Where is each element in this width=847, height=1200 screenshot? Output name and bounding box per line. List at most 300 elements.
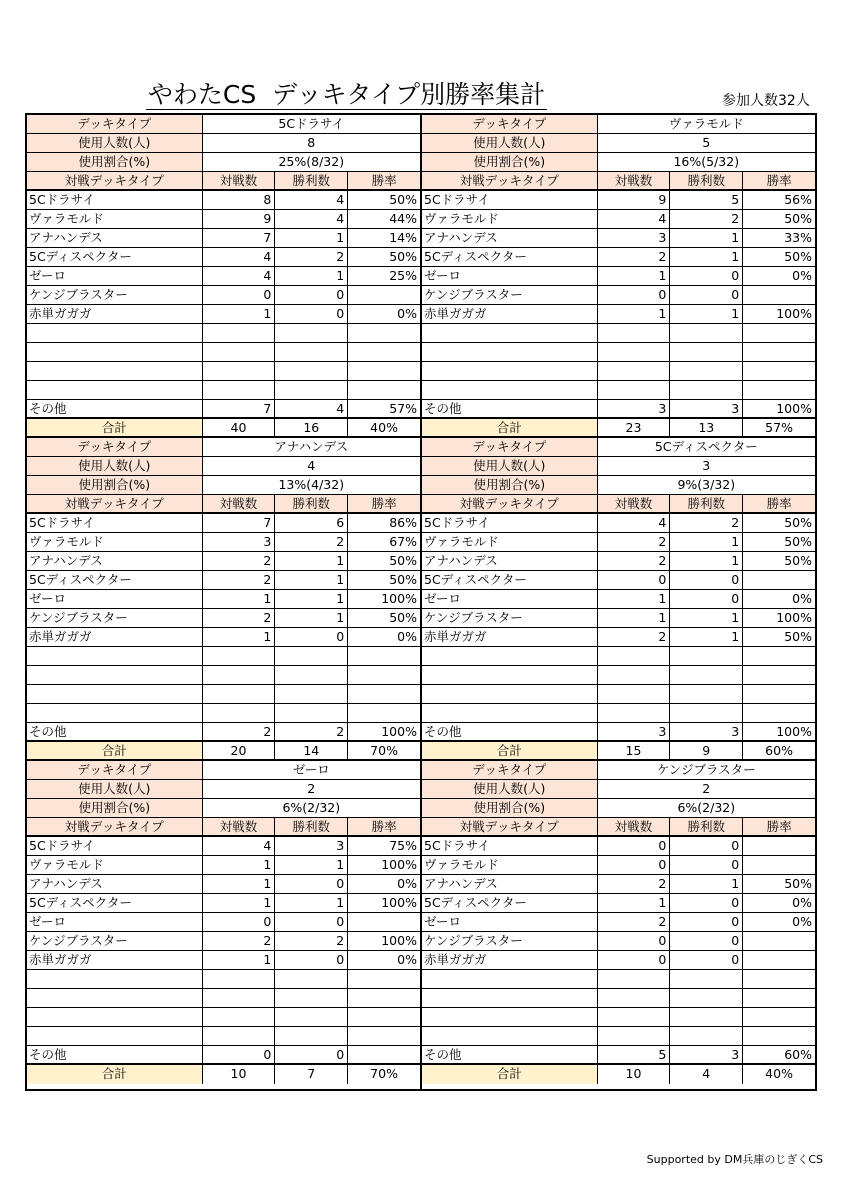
wins-cell	[275, 647, 348, 665]
table-row	[27, 343, 420, 362]
wins-cell: 0	[275, 305, 348, 323]
wins-cell: 0	[275, 875, 348, 893]
matches-cell: 1	[203, 628, 276, 646]
opponent-cell: 5Cディスペクター	[27, 894, 203, 912]
total-row	[422, 1065, 815, 1084]
users-label: 使用人数(人)	[27, 780, 203, 798]
total-wins: 13	[670, 419, 743, 436]
table-row	[27, 723, 420, 742]
wins-header: 勝利数	[275, 495, 348, 512]
usage-value: 6%(2/32)	[282, 800, 341, 815]
table-row	[422, 628, 815, 647]
opponent-cell	[27, 324, 203, 342]
users-row	[422, 457, 815, 476]
rate-cell: 57%	[389, 401, 417, 416]
deck-type-label: デッキタイプ	[422, 438, 598, 456]
wins-cell: 1	[670, 609, 743, 627]
opponent-cell: 5Cディスペクター	[422, 248, 598, 266]
matches-cell: 2	[203, 571, 276, 589]
column-header-row	[27, 495, 420, 514]
usage-label: 使用割合(%)	[27, 476, 203, 494]
rate-cell: 50%	[784, 534, 812, 549]
matches-cell	[598, 970, 671, 988]
wins-header: 勝利数	[275, 818, 348, 835]
matches-cell: 1	[203, 590, 276, 608]
wins-cell: 1	[275, 571, 348, 589]
matches-cell: 1	[598, 894, 671, 912]
opponent-header: 対戦デッキタイプ	[27, 172, 203, 189]
matches-cell: 0	[598, 571, 671, 589]
total-wins: 4	[670, 1065, 743, 1084]
opponent-cell: アナハンデス	[27, 552, 203, 570]
wins-cell: 2	[670, 210, 743, 228]
opponent-cell: ケンジブラスター	[27, 286, 203, 304]
column-header-row	[422, 495, 815, 514]
matches-cell: 2	[598, 248, 671, 266]
opponent-cell: 赤単ガガガ	[27, 628, 203, 646]
table-row	[27, 381, 420, 400]
opponent-cell: 赤単ガガガ	[422, 305, 598, 323]
usage-label: 使用割合(%)	[27, 153, 203, 171]
wins-cell: 0	[670, 856, 743, 874]
deck-section	[27, 115, 420, 438]
wins-cell	[670, 324, 743, 342]
wins-header: 勝利数	[670, 172, 743, 189]
users-value: 4	[307, 458, 316, 473]
rate-cell	[743, 343, 815, 361]
opponent-cell: 5Cドラサイ	[422, 191, 598, 209]
rate-cell: 67%	[389, 534, 417, 549]
table-row	[422, 362, 815, 381]
users-label: 使用人数(人)	[422, 457, 598, 475]
wins-cell: 4	[275, 191, 348, 209]
total-matches: 20	[203, 742, 276, 759]
rate-cell	[348, 704, 420, 722]
opponent-cell	[422, 704, 598, 722]
opponent-cell: 5Cドラサイ	[27, 514, 203, 532]
matches-cell: 5	[598, 1046, 671, 1063]
table-row	[422, 1027, 815, 1046]
table-row	[27, 552, 420, 571]
opponent-cell: ヴァラモルド	[422, 856, 598, 874]
table-row	[422, 267, 815, 286]
total-matches: 15	[598, 742, 671, 759]
table-row	[27, 229, 420, 248]
matches-cell: 3	[598, 723, 671, 740]
matches-cell	[598, 989, 671, 1007]
wins-cell: 1	[670, 229, 743, 247]
rate-cell	[348, 685, 420, 703]
opponent-cell	[422, 1027, 598, 1045]
opponent-cell	[27, 1027, 203, 1045]
users-value: 3	[702, 458, 711, 473]
rate-cell	[743, 856, 815, 874]
wins-cell	[275, 381, 348, 399]
rate-cell	[743, 324, 815, 342]
rate-cell: 50%	[389, 192, 417, 207]
total-label: 合計	[27, 742, 203, 759]
rate-cell: 0%	[792, 591, 812, 606]
matches-header: 対戦数	[203, 818, 276, 835]
rate-cell: 100%	[381, 724, 417, 739]
deck-type-label: デッキタイプ	[27, 761, 203, 779]
table-row	[422, 381, 815, 400]
matches-cell	[598, 381, 671, 399]
matches-cell: 3	[203, 533, 276, 551]
deck-section	[27, 438, 420, 761]
wins-cell: 0	[275, 1046, 348, 1063]
opponent-cell: ヴァラモルド	[422, 533, 598, 551]
wins-cell: 2	[275, 932, 348, 950]
wins-cell	[275, 989, 348, 1007]
rate-cell	[743, 1027, 815, 1045]
deck-type-row	[422, 115, 815, 134]
table-row	[27, 932, 420, 951]
rate-header: 勝率	[743, 818, 815, 835]
table-row	[27, 267, 420, 286]
table-row	[27, 970, 420, 989]
opponent-cell: ヴァラモルド	[422, 210, 598, 228]
wins-cell: 0	[670, 894, 743, 912]
deck-type-row	[27, 761, 420, 780]
rate-cell	[348, 343, 420, 361]
table-row	[27, 286, 420, 305]
table-row	[422, 932, 815, 951]
usage-label: 使用割合(%)	[422, 476, 598, 494]
matches-header: 対戦数	[203, 495, 276, 512]
deck-section	[27, 761, 420, 1084]
total-row	[27, 419, 420, 438]
opponent-cell: 5Cディスペクター	[27, 248, 203, 266]
table-row	[422, 248, 815, 267]
table-row	[27, 533, 420, 552]
wins-cell: 1	[275, 856, 348, 874]
opponent-header: 対戦デッキタイプ	[27, 818, 203, 835]
matches-cell	[203, 324, 276, 342]
rate-cell	[348, 362, 420, 380]
deck-type-label: デッキタイプ	[27, 115, 203, 133]
wins-cell: 0	[275, 913, 348, 931]
wins-cell: 0	[670, 932, 743, 950]
matches-cell: 1	[203, 856, 276, 874]
opponent-cell	[422, 1008, 598, 1026]
opponent-cell: その他	[27, 400, 203, 417]
total-rate: 70%	[370, 1066, 398, 1081]
page-title-text: やわたCS デッキタイプ別勝率集計	[147, 80, 546, 109]
usage-value: 16%(5/32)	[673, 154, 740, 169]
usage-value: 13%(4/32)	[278, 477, 345, 492]
opponent-cell: アナハンデス	[27, 229, 203, 247]
matches-cell: 7	[203, 229, 276, 247]
table-row	[27, 951, 420, 970]
opponent-cell: アナハンデス	[422, 229, 598, 247]
matches-cell: 1	[598, 305, 671, 323]
users-label: 使用人数(人)	[422, 780, 598, 798]
table-row	[422, 514, 815, 533]
opponent-cell: ゼーロ	[422, 913, 598, 931]
table-row	[27, 248, 420, 267]
users-value: 2	[702, 781, 711, 796]
wins-cell	[275, 666, 348, 684]
wins-header: 勝利数	[275, 172, 348, 189]
table-row	[422, 324, 815, 343]
rate-header: 勝率	[743, 495, 815, 512]
table-row	[422, 894, 815, 913]
opponent-cell: 5Cドラサイ	[27, 837, 203, 855]
matches-cell: 1	[598, 609, 671, 627]
rate-cell	[743, 704, 815, 722]
wins-cell: 1	[275, 552, 348, 570]
column-header-row	[422, 818, 815, 837]
table-row	[27, 609, 420, 628]
matches-cell	[598, 324, 671, 342]
opponent-cell	[27, 647, 203, 665]
deck-type-row	[27, 115, 420, 134]
matches-cell	[203, 666, 276, 684]
matches-cell: 9	[598, 191, 671, 209]
matches-cell	[598, 1008, 671, 1026]
wins-cell	[670, 970, 743, 988]
matches-cell: 2	[203, 932, 276, 950]
rate-cell: 50%	[389, 249, 417, 264]
users-value: 2	[307, 781, 316, 796]
opponent-cell	[27, 970, 203, 988]
table-row	[27, 1008, 420, 1027]
table-row	[422, 685, 815, 704]
deck-section	[422, 115, 815, 438]
matches-cell: 1	[598, 590, 671, 608]
rate-cell	[743, 1008, 815, 1026]
matches-cell: 1	[203, 894, 276, 912]
matches-cell: 0	[598, 286, 671, 304]
rate-cell	[743, 571, 815, 589]
deck-type-row	[422, 761, 815, 780]
wins-cell	[670, 381, 743, 399]
table-row	[422, 875, 815, 894]
table-row	[422, 704, 815, 723]
rate-header: 勝率	[348, 818, 420, 835]
matches-cell	[203, 343, 276, 361]
deck-type-label: デッキタイプ	[422, 115, 598, 133]
rate-cell: 0%	[792, 895, 812, 910]
table-row	[27, 1046, 420, 1065]
matches-cell	[203, 381, 276, 399]
table-row	[27, 913, 420, 932]
wins-cell	[275, 324, 348, 342]
wins-cell: 0	[670, 913, 743, 931]
matches-cell: 4	[203, 248, 276, 266]
usage-label: 使用割合(%)	[422, 799, 598, 817]
wins-cell: 0	[670, 837, 743, 855]
rate-cell: 50%	[784, 876, 812, 891]
table-row	[27, 666, 420, 685]
matches-cell: 9	[203, 210, 276, 228]
wins-cell: 3	[670, 723, 743, 740]
matches-cell: 1	[203, 951, 276, 969]
rate-cell	[743, 286, 815, 304]
opponent-cell	[27, 1008, 203, 1026]
wins-cell: 0	[275, 286, 348, 304]
opponent-cell: その他	[422, 400, 598, 417]
total-rate: 40%	[370, 420, 398, 435]
wins-cell	[275, 970, 348, 988]
table-row	[27, 324, 420, 343]
opponent-cell	[422, 666, 598, 684]
users-value: 8	[307, 135, 316, 150]
rate-cell: 0%	[397, 629, 417, 644]
opponent-cell	[27, 362, 203, 380]
matches-cell: 0	[598, 856, 671, 874]
rate-cell: 0%	[792, 914, 812, 929]
opponent-cell: 赤単ガガガ	[422, 628, 598, 646]
usage-label: 使用割合(%)	[422, 153, 598, 171]
table-row	[27, 875, 420, 894]
total-wins: 7	[275, 1065, 348, 1084]
rate-cell: 100%	[776, 724, 812, 739]
rate-cell: 50%	[389, 572, 417, 587]
rate-cell: 0%	[397, 306, 417, 321]
matches-cell	[598, 362, 671, 380]
table-row	[27, 1027, 420, 1046]
table-row	[27, 704, 420, 723]
opponent-cell: その他	[27, 1046, 203, 1063]
total-matches: 23	[598, 419, 671, 436]
rate-cell: 0%	[792, 268, 812, 283]
rate-cell: 100%	[776, 401, 812, 416]
total-matches: 40	[203, 419, 276, 436]
table-row	[422, 210, 815, 229]
matches-cell	[203, 989, 276, 1007]
rate-cell	[348, 666, 420, 684]
wins-cell	[275, 1027, 348, 1045]
matches-header: 対戦数	[598, 818, 671, 835]
deck-type-label: デッキタイプ	[422, 761, 598, 779]
table-row	[27, 305, 420, 324]
wins-cell: 1	[275, 609, 348, 627]
wins-cell: 1	[275, 267, 348, 285]
usage-value: 25%(8/32)	[278, 154, 345, 169]
opponent-cell	[27, 685, 203, 703]
rate-cell: 100%	[776, 306, 812, 321]
table-row	[27, 210, 420, 229]
wins-cell	[670, 666, 743, 684]
wins-cell: 1	[670, 533, 743, 551]
total-label: 合計	[27, 1065, 203, 1084]
wins-cell	[275, 685, 348, 703]
wins-cell: 0	[670, 286, 743, 304]
wins-cell: 3	[670, 400, 743, 417]
rate-cell	[743, 685, 815, 703]
opponent-cell: アナハンデス	[422, 552, 598, 570]
table-row	[27, 400, 420, 419]
opponent-cell: その他	[422, 1046, 598, 1063]
wins-cell: 1	[670, 248, 743, 266]
rate-cell	[348, 913, 420, 931]
rate-header: 勝率	[348, 172, 420, 189]
matches-header: 対戦数	[598, 495, 671, 512]
rate-cell: 56%	[784, 192, 812, 207]
wins-cell: 1	[275, 229, 348, 247]
opponent-header: 対戦デッキタイプ	[422, 495, 598, 512]
matches-cell	[598, 1027, 671, 1045]
users-value: 5	[702, 135, 711, 150]
users-label: 使用人数(人)	[27, 134, 203, 152]
table-row	[422, 1008, 815, 1027]
deck-type-row	[422, 438, 815, 457]
rate-cell	[743, 666, 815, 684]
matches-cell: 1	[203, 875, 276, 893]
opponent-cell	[422, 970, 598, 988]
total-matches: 10	[203, 1065, 276, 1084]
total-label: 合計	[422, 1065, 598, 1084]
wins-cell: 4	[275, 400, 348, 417]
column-header-row	[27, 172, 420, 191]
matches-cell: 0	[203, 286, 276, 304]
rate-cell	[348, 381, 420, 399]
opponent-cell	[27, 704, 203, 722]
opponent-cell	[422, 989, 598, 1007]
total-rate: 60%	[765, 743, 793, 758]
users-row	[422, 134, 815, 153]
rate-cell: 50%	[389, 553, 417, 568]
table-row	[422, 229, 815, 248]
users-row	[27, 134, 420, 153]
opponent-cell: ヴァラモルド	[27, 533, 203, 551]
matches-cell: 2	[598, 913, 671, 931]
matches-cell: 8	[203, 191, 276, 209]
opponent-cell: 5Cドラサイ	[27, 191, 203, 209]
wins-header: 勝利数	[670, 818, 743, 835]
wins-cell	[275, 704, 348, 722]
deck-type-value: 5Cドラサイ	[278, 116, 345, 131]
rate-cell	[348, 970, 420, 988]
participant-count: 参加人数32人	[722, 93, 810, 109]
opponent-cell: アナハンデス	[422, 875, 598, 893]
users-row	[27, 457, 420, 476]
wins-cell	[670, 1027, 743, 1045]
usage-row	[422, 153, 815, 172]
opponent-cell: 5Cドラサイ	[422, 514, 598, 532]
total-rate: 57%	[765, 420, 793, 435]
page-title	[0, 78, 693, 112]
opponent-cell: アナハンデス	[27, 875, 203, 893]
usage-row	[27, 153, 420, 172]
footer-credit: Supported by DM兵庫のじぎくCS	[646, 1153, 823, 1166]
opponent-header: 対戦デッキタイプ	[422, 818, 598, 835]
rate-cell	[743, 647, 815, 665]
wins-header: 勝利数	[670, 495, 743, 512]
opponent-cell	[27, 666, 203, 684]
opponent-cell: 5Cディスペクター	[422, 894, 598, 912]
opponent-cell: ケンジブラスター	[422, 286, 598, 304]
opponent-cell: ゼーロ	[422, 590, 598, 608]
rate-cell: 0%	[397, 876, 417, 891]
total-row	[422, 419, 815, 438]
matches-cell: 2	[598, 875, 671, 893]
opponent-cell: 赤単ガガガ	[27, 951, 203, 969]
rate-cell	[743, 989, 815, 1007]
opponent-cell	[422, 362, 598, 380]
matches-cell: 2	[203, 723, 276, 740]
opponent-cell: ゼーロ	[27, 590, 203, 608]
table-row	[422, 533, 815, 552]
wins-cell	[670, 343, 743, 361]
matches-cell	[203, 1027, 276, 1045]
opponent-cell: その他	[422, 723, 598, 740]
matches-cell	[203, 1008, 276, 1026]
rate-cell: 25%	[389, 268, 417, 283]
wins-cell: 1	[670, 552, 743, 570]
